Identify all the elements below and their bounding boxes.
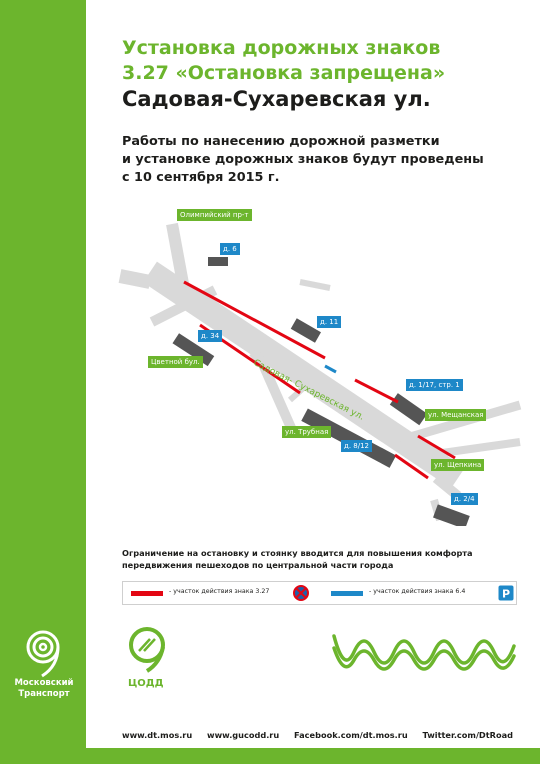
road-sadovaya-west (120, 276, 150, 282)
zone-64-north (325, 366, 336, 372)
street-label-tsvetnoy: Цветной бул. (148, 356, 203, 368)
brand-sidebar (0, 0, 86, 764)
codd-text: ЦОДД (128, 678, 164, 689)
legend-text-64: - участок действия знака 6.4 (369, 588, 466, 595)
transport-line2: Транспорт (18, 689, 70, 699)
street-label-olimpiysky: Олимпийский пр-т (177, 209, 252, 221)
bottom-brand-strip (86, 748, 540, 764)
footer-link-dt[interactable]: www.dt.mos.ru (122, 730, 193, 740)
subhead-line1: Работы по нанесению дорожной разметки (122, 134, 440, 149)
footer-link-facebook[interactable]: Facebook.com/dt.mos.ru (294, 730, 408, 740)
codd-logo-icon (124, 625, 170, 673)
headline-street: Садовая-Сухаревская ул. (122, 87, 431, 111)
moscow-transport-text (6, 678, 82, 700)
street-label-shchepkina: ул. Щепкина (431, 459, 484, 471)
subhead-line3: с 10 сентября 2015 г. (122, 170, 280, 185)
building-label-d34: д. 34 (198, 330, 222, 342)
subheadline (122, 133, 532, 187)
decorative-wave-ornament-icon (330, 626, 520, 678)
note-line1: Ограничение на остановку и стоянку вводится для повышения комфорта (122, 548, 473, 558)
building-d6 (208, 257, 228, 266)
transport-line1: Московский (14, 678, 74, 688)
moscow-transport-logo-icon (20, 628, 66, 678)
road-small-1 (300, 282, 330, 288)
legend (122, 581, 517, 605)
legend-swatch-64 (331, 591, 363, 596)
headline-line2: 3.27 «Остановка запрещена» (122, 62, 446, 84)
footer-links (122, 730, 532, 740)
building-label-d1-17: д. 1/17, стр. 1 (406, 379, 463, 391)
building-label-d2-4: д. 2/4 (451, 493, 478, 505)
roads (120, 224, 520, 520)
parking-sign-icon (498, 585, 514, 601)
footer-link-gucodd[interactable]: www.gucodd.ru (207, 730, 280, 740)
parking-letter: P (501, 587, 511, 601)
headline-line1: Установка дорожных знаков (122, 37, 441, 59)
building-d2-4 (433, 504, 470, 526)
no-stopping-sign-icon (293, 585, 309, 601)
building-label-d8-12: д. 8/12 (341, 440, 372, 452)
legend-text-327: - участок действия знака 3.27 (169, 588, 270, 595)
building-label-d6: д. 6 (220, 243, 240, 255)
note-line2: передвижения пешеходов по центральной части города (122, 560, 394, 570)
footer-link-twitter[interactable]: Twitter.com/DtRoad (422, 730, 513, 740)
street-label-sadovaya: Садовая- Сухаревская ул. (251, 358, 366, 423)
building-label-d11: д. 11 (317, 316, 341, 328)
restriction-note (122, 547, 532, 571)
street-label-meshchanskaya: ул. Мещанская (425, 409, 486, 421)
legend-swatch-327 (131, 591, 163, 596)
headline (122, 36, 532, 113)
building-d1-17 (390, 393, 428, 425)
subhead-line2: и установке дорожных знаков будут проведены (122, 152, 484, 167)
street-label-trubnaya: ул. Трубная (282, 426, 331, 438)
